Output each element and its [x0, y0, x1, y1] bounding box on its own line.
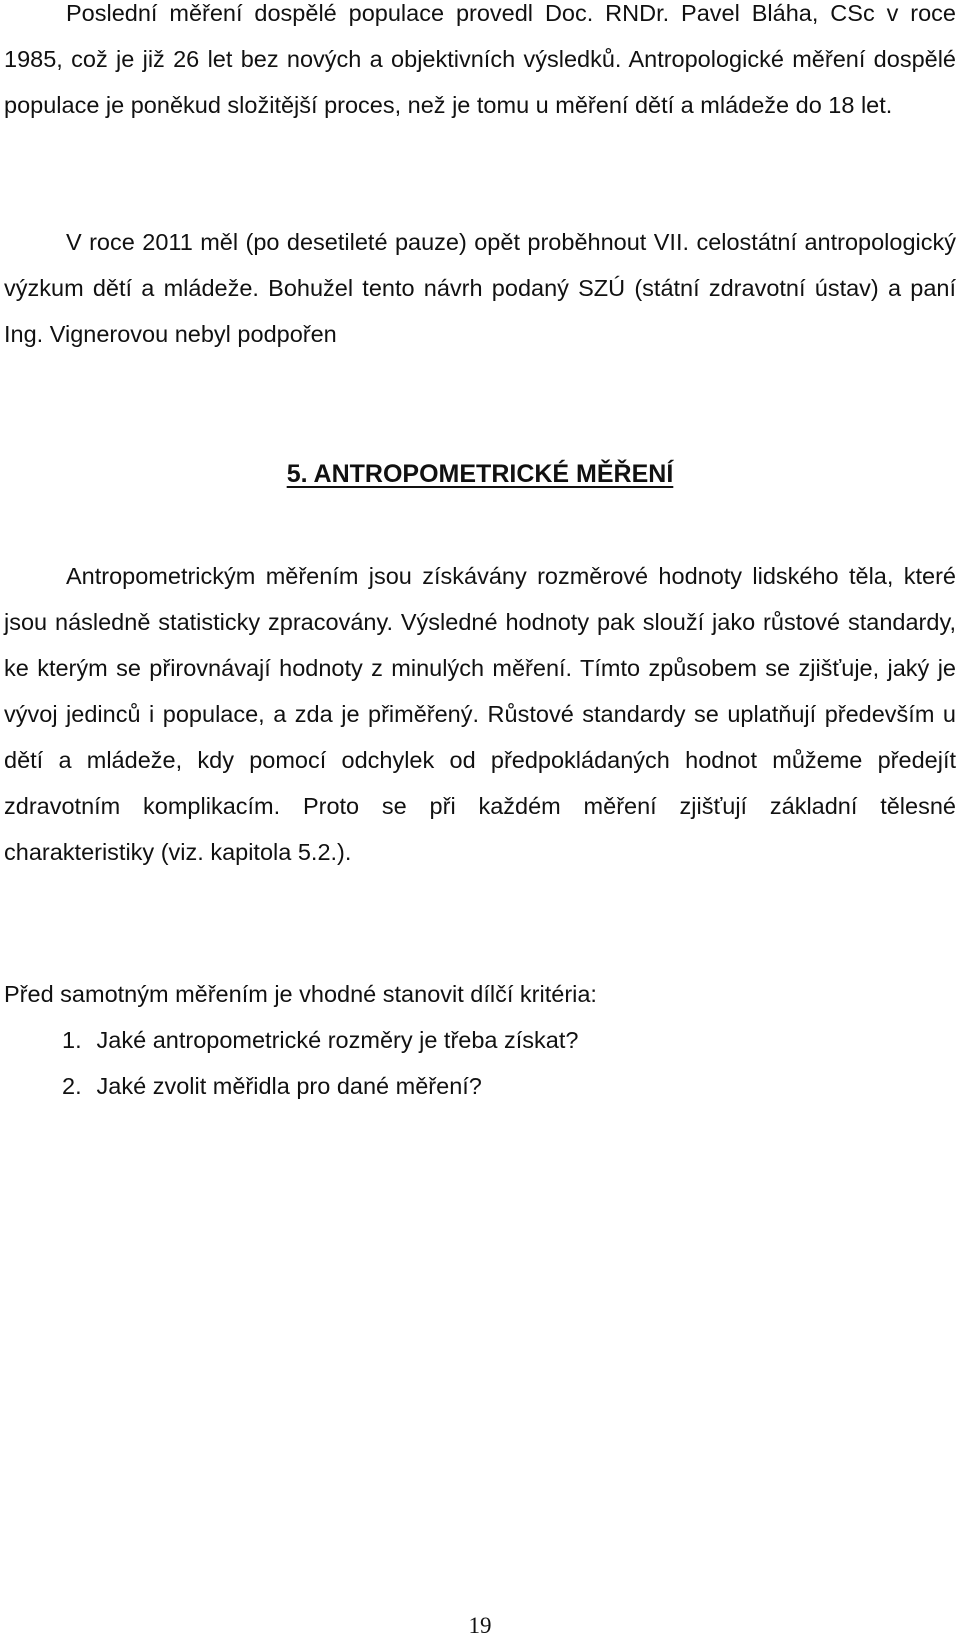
- paragraph-anthropometric-measurement: Antropometrickým měřením jsou získávány rozměrové hodnoty lidského těla, které jsou následně statisticky zpracovány. Výsledné hodnoty pak slouží jako růstové standardy, ke kterým se přirovnávají hodnoty z minulých měření. Tímto způsobem se zjišťuje, jaký je vývoj jedinců i populace, a zda je přiměřený. Růstové standardy se uplatňují především u dětí a mládeže, kdy pomocí odchylek od předpokládaných hodnot můžeme předejít zdravotním komplikacím. Proto se při každém měření zjišťují základní tělesné charakteristiky (viz. kapitola 5.2.).: [4, 563, 956, 865]
- criteria-list: [62, 1017, 578, 1109]
- list-item-number: 1.: [62, 1027, 82, 1053]
- paragraph-2011-survey: V roce 2011 měl (po desetileté pauze) opět proběhnout VII. celostátní antropologický výzkum dětí a mládeže. Bohužel tento návrh podaný SZÚ (státní zdravotní ústav) a paní Ing. Vignerovou nebyl podpořen: [4, 229, 956, 347]
- section-heading-text: 5. ANTROPOMETRICKÉ MĚŘENÍ: [286, 460, 674, 488]
- list-item-number: 2.: [62, 1073, 82, 1099]
- list-item: [62, 1063, 578, 1109]
- list-item-text: Jaké zvolit měřidla pro dané měření?: [96, 1073, 482, 1099]
- paragraph-last-adult-measurement: Poslední měření dospělé populace provedl Doc. RNDr. Pavel Bláha, CSc v roce 1985, což je již 26 let bez nových a objektivních výsledků. Antropologické měření dospělé populace je poněkud složitější proces, než je tomu u měření dětí a mládeže do 18 let.: [4, 0, 956, 118]
- list-item: [62, 1017, 578, 1063]
- criteria-intro: Před samotným měřením je vhodné stanovit dílčí kritéria:: [4, 981, 597, 1007]
- list-item-text: Jaké antropometrické rozměry je třeba získat?: [96, 1027, 579, 1053]
- page-number: 19: [468, 1613, 492, 1638]
- section-heading: [0, 454, 960, 494]
